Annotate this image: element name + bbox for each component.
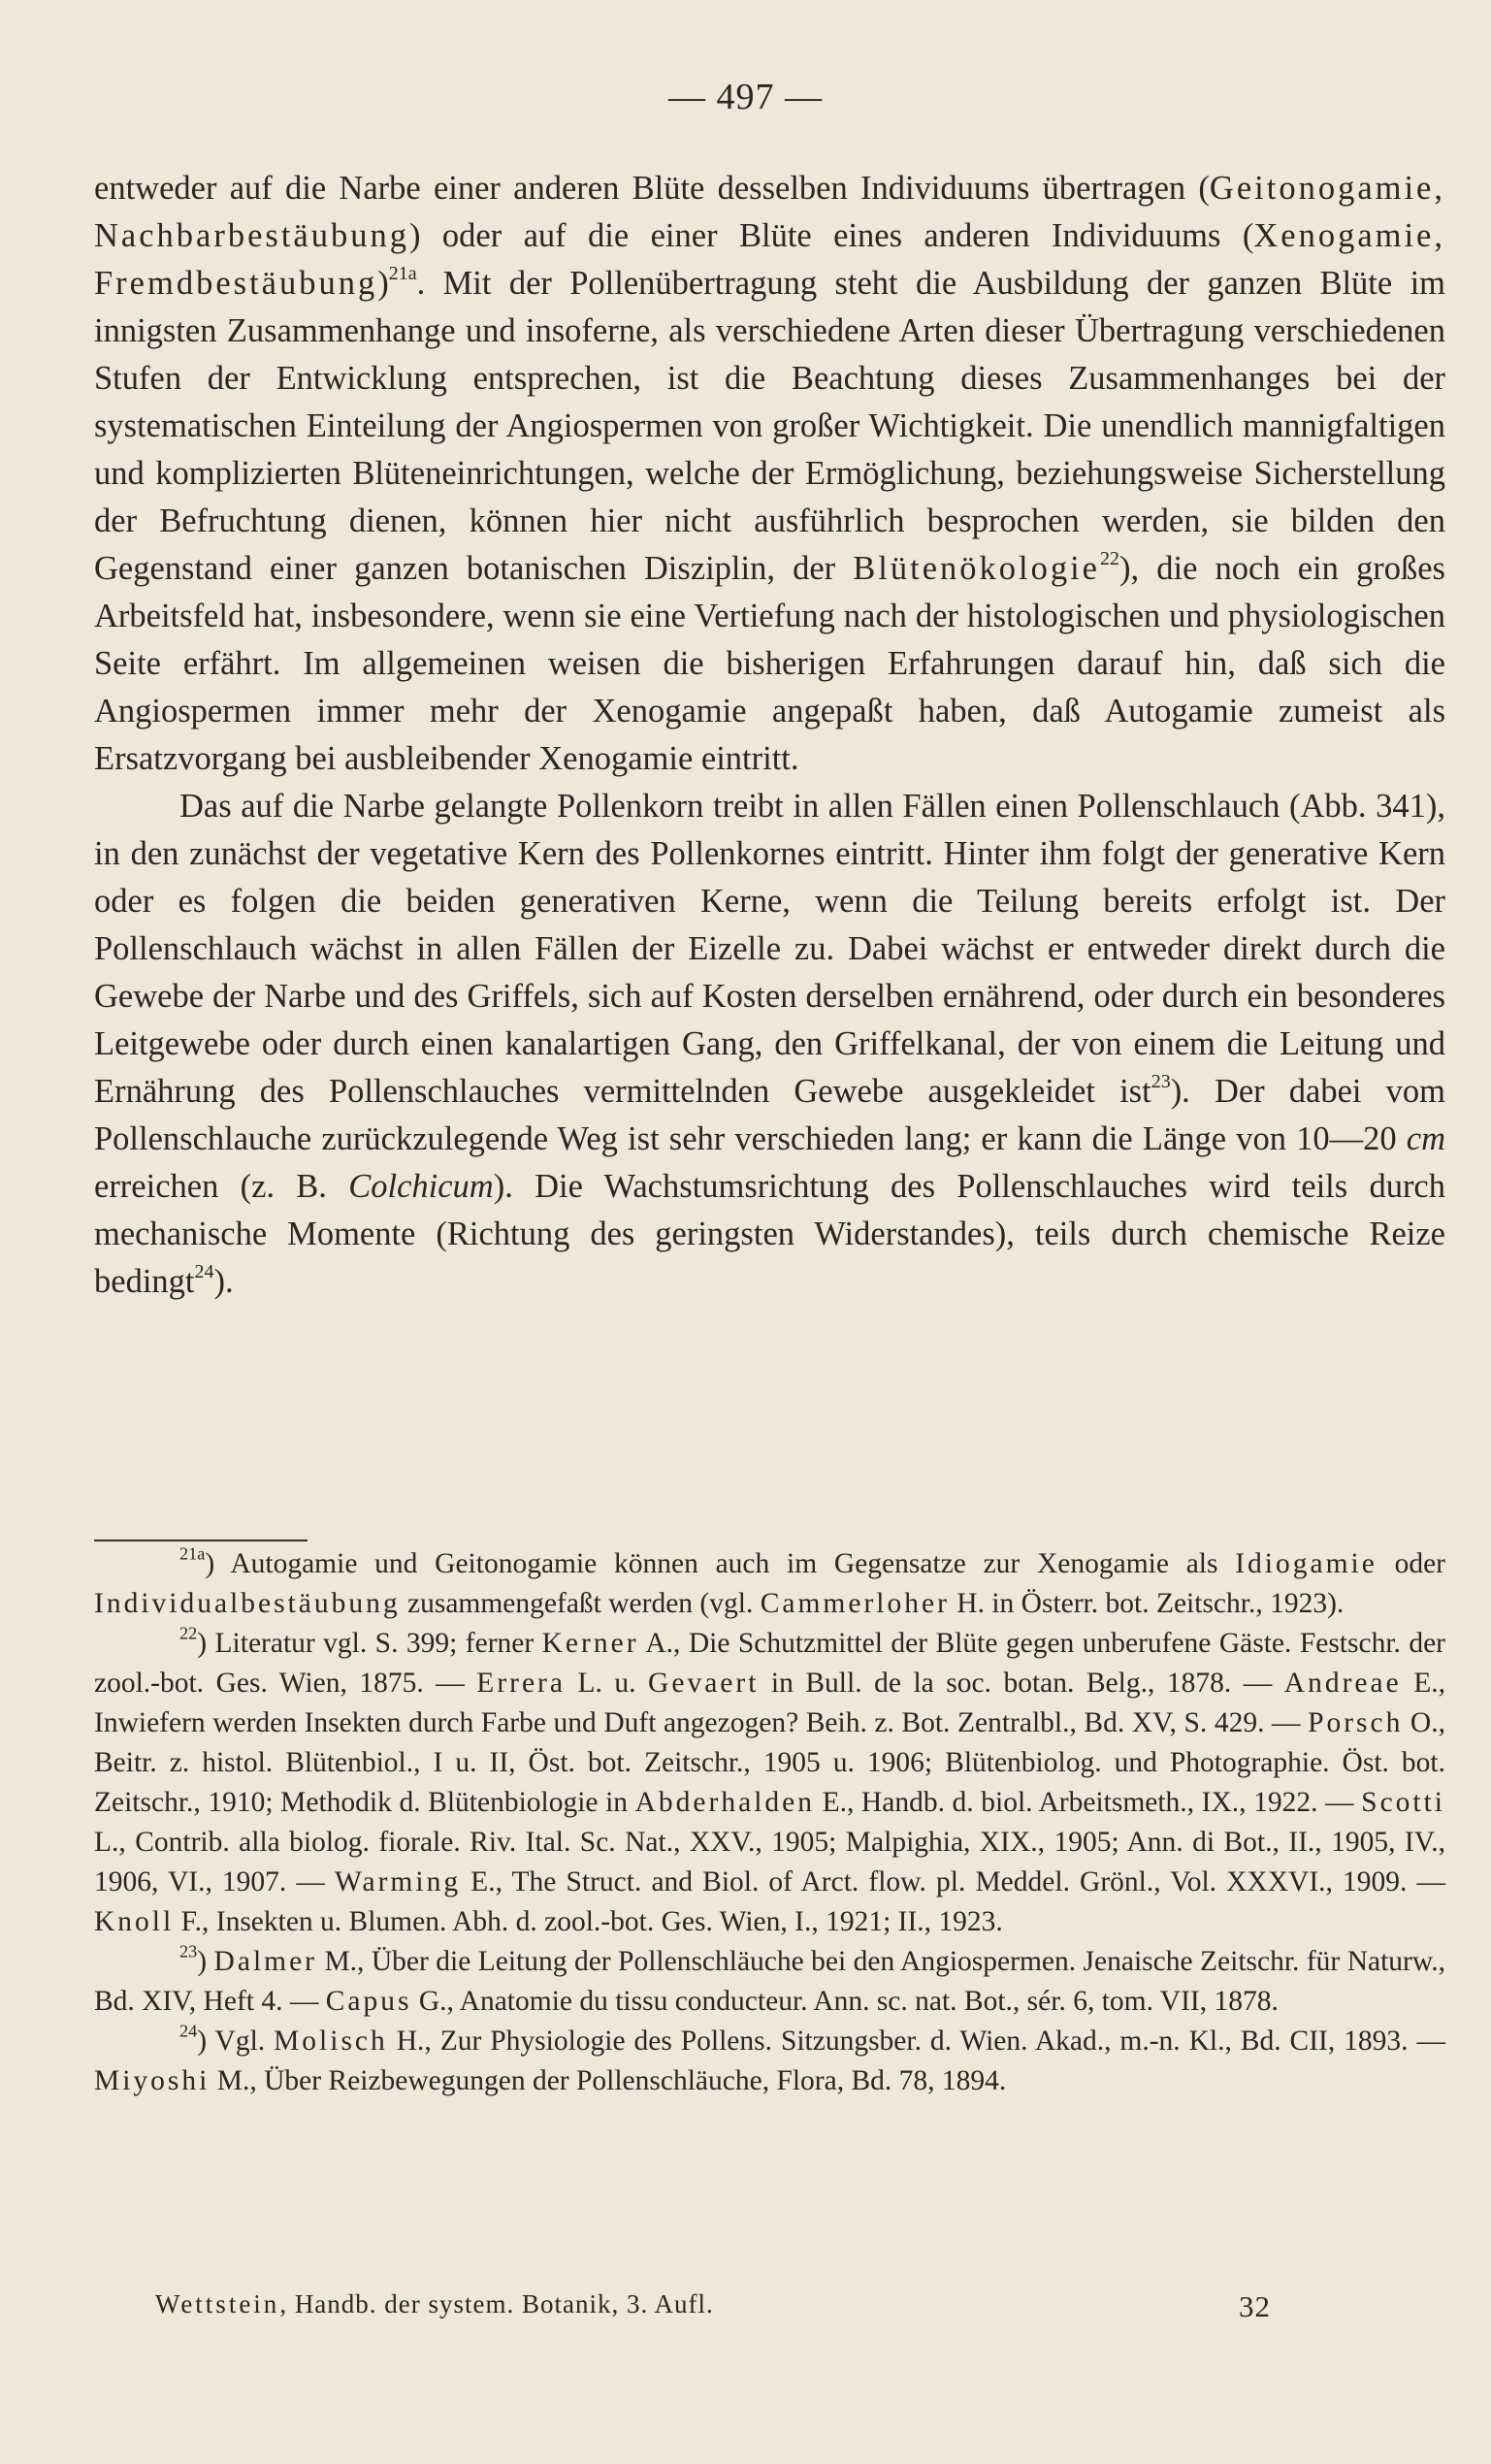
footnotes bbox=[94, 1544, 1445, 2101]
text-run: ). bbox=[213, 1263, 234, 1300]
text-run: L. u. bbox=[565, 1668, 649, 1699]
footnote-mark: 24 bbox=[179, 2021, 198, 2041]
text-run: H. in Österr. bot. Zeitschr., 1923). bbox=[949, 1588, 1345, 1619]
page-number: — 497 — bbox=[668, 77, 823, 117]
footnote-ref[interactable]: 21a bbox=[388, 263, 417, 284]
text-run: ) Vgl. bbox=[197, 2026, 275, 2057]
text-run: ), die noch ein großes Arbeitsfeld hat, insbesondere, wenn sie eine Vertiefung nach der histologischen und physiologischen Seite erfährt. Im allgemeinen weisen die bisherigen Erfahrungen darauf hin, daß sich die Angiospermen immer mehr der Xenogamie angepaßt haben, daß Autogamie zumeist als Ersatzvorgang bei ausbleibender Xenogamie eintritt. bbox=[94, 550, 1445, 777]
text-run: ). Der dabei vom Pollenschlauche zurückzulegende Weg ist sehr verschieden lang; er kann die Länge von 10—20 bbox=[94, 1073, 1445, 1157]
text-run: Das auf die Narbe gelangte Pollenkorn treibt in allen Fällen einen Pollenschlauch (Abb. 341), in den zunächst der vegetative Kern des Pollenkornes eintritt. Hinter ihm folgt der generative Kern oder es folgen die beiden generativen Kerne, wenn die Teilung bereits erfolgt ist. Der Pollenschlauch wächst in allen Fällen der Eizelle zu. Dabei wächst er entweder direkt durch die Gewebe der Narbe und des Griffels, sich auf Kosten derselben ernährend, oder durch ein besonderes Leitgewebe oder durch einen kanalartigen Gang, den Griffelkanal, der von einem die Leitung und Ernährung des Pollenschlauches vermittelnden Gewebe ausgekleidet ist bbox=[94, 788, 1445, 1110]
spaced-author: Capus bbox=[325, 1986, 412, 2017]
text-run: G., Anatomie du tissu conducteur. Ann. sc. nat. Bot., sér. 6, tom. VII, 1878. bbox=[411, 1986, 1279, 2017]
spaced-author: Dalmer bbox=[213, 1946, 318, 1977]
text-run: ) oder auf die einer Blüte eines anderen Individuums ( bbox=[408, 217, 1254, 254]
text-run: E., Inwiefern werden Insekten durch Farbe und Duft angezogen? Beih. z. Bot. Zentralbl., Bd. XV, S. 429. — bbox=[94, 1668, 1445, 1738]
sheet-signature: 32 bbox=[1239, 2289, 1271, 2323]
spaced-author: Gevaert bbox=[648, 1668, 760, 1699]
text-run: ) Autogamie und Geitonogamie können auch im Gegensatze zur Xenogamie als bbox=[205, 1548, 1236, 1579]
footer-citation bbox=[155, 2289, 714, 2324]
spaced-author: Scotti bbox=[1361, 1787, 1445, 1818]
text-run: . Mit der Pollenübertragung steht die Ausbildung der ganzen Blüte im innigsten Zusammenhange und insoferne, als verschiedene Arten dieser Übertragung verschiedenen Stufen der Entwicklung entsprechen, ist die Beachtung dieses Zusammenhanges bei der systematischen Einteilung der Angiospermen von großer Wichtigkeit. Die unendlich mannigfaltigen und komplizierten Blüteneinrichtungen, welche der Ermöglichung, beziehungsweise Sicherstellung der Befruchtung dienen, können hier nicht ausführlich besprochen werden, sie bilden den Gegenstand einer ganzen botanischen Disziplin, der bbox=[94, 265, 1445, 587]
text-run: M., Über Reizbewegungen der Pollenschläuche, Flora, Bd. 78, 1894. bbox=[210, 2065, 1007, 2096]
footnote-24 bbox=[94, 2022, 1445, 2101]
footnote-ref[interactable]: 24 bbox=[194, 1261, 214, 1282]
text-run: F., Insekten u. Blumen. Abh. d. zool.-bot. Ges. Wien, I., 1921; II., 1923. bbox=[174, 1906, 1003, 1937]
main-text bbox=[94, 165, 1445, 1306]
footnote-21a bbox=[94, 1544, 1445, 1624]
spaced-term: Blütenökologie bbox=[853, 550, 1100, 587]
text-run: ) Literatur vgl. S. 399; ferner bbox=[197, 1628, 542, 1659]
text-run: E., The Struct. and Biol. of Arct. flow. pl. Meddel. Grönl., Vol. XXXVI., 1909. — bbox=[461, 1866, 1445, 1897]
paragraph bbox=[94, 783, 1445, 1306]
spaced-author: Knoll bbox=[94, 1906, 175, 1937]
spaced-author: Abderhalden bbox=[634, 1787, 815, 1818]
spaced-term: Individualbestäubung bbox=[94, 1588, 401, 1619]
footnote-ref[interactable]: 23 bbox=[1151, 1071, 1171, 1092]
italic-genus: Colchicum bbox=[348, 1168, 494, 1205]
text-run: ) bbox=[197, 1946, 214, 1977]
footnote-22 bbox=[94, 1624, 1445, 1942]
spaced-author: Cammerloher bbox=[760, 1588, 950, 1619]
spaced-author: Warming bbox=[335, 1866, 462, 1897]
text-run: A., Die Schutzmittel der Blüte gegen unberufene Gäste. Festschr. der zool.-bot. Ges. Wien, 1875. — bbox=[94, 1628, 1445, 1699]
spaced-author: Molisch bbox=[274, 2026, 388, 2057]
page-footer bbox=[155, 2289, 1271, 2324]
text-run: entweder auf die Narbe einer anderen Blüte desselben Individuums übertragen ( bbox=[94, 170, 1210, 207]
paragraph bbox=[94, 165, 1445, 783]
text-run: O., Beitr. z. histol. Blütenbiol., I u. II, Öst. bot. Zeitschr., 1905 u. 1906; Blütenbiolog. und Photographie. Öst. bot. Zeitschr., 1910; Methodik d. Blütenbiologie in bbox=[94, 1707, 1445, 1818]
text-run: zusammengefaßt werden (vgl. bbox=[400, 1588, 761, 1619]
text-run: oder bbox=[1377, 1548, 1446, 1579]
italic-unit: cm bbox=[1406, 1120, 1445, 1157]
spaced-author: Errera bbox=[476, 1668, 566, 1699]
spaced-term: Idiogamie bbox=[1235, 1548, 1378, 1579]
text-run: ) bbox=[377, 265, 389, 302]
footnote-mark: 21a bbox=[179, 1543, 206, 1564]
footer-author: Wettstein bbox=[155, 2289, 280, 2318]
spaced-term: Geitonogamie, Nachbarbestäubung bbox=[94, 170, 1445, 254]
footer-title: , Handb. der system. Botanik, 3. Aufl. bbox=[279, 2289, 714, 2318]
text-run: erreichen (z. B. bbox=[94, 1168, 349, 1205]
footnote-mark: 23 bbox=[179, 1941, 198, 1961]
text-run: in Bull. de la soc. botan. Belg., 1878. — bbox=[759, 1668, 1284, 1699]
spaced-author: Miyoshi bbox=[94, 2065, 211, 2096]
spaced-author: Andreae bbox=[1283, 1668, 1402, 1699]
footnote-mark: 22 bbox=[179, 1623, 198, 1643]
text-run: L., Contrib. alla biolog. fiorale. Riv. Ital. Sc. Nat., XXV., 1905; Malpighia, XIX., 1905; Ann. di Bot., II., 1905, IV., 1906, VI., 1907. — bbox=[94, 1827, 1445, 1897]
text-run: M., Über die Leitung der Pollenschläuche bei den Angiospermen. Jenaische Zeitschr. für Naturw., Bd. XIV, Heft 4. — bbox=[94, 1946, 1445, 2017]
text-run: E., Handb. d. biol. Arbeitsmeth., IX., 1922. — bbox=[814, 1787, 1362, 1818]
text-run: H., Zur Physiologie des Pollens. Sitzungsber. d. Wien. Akad., m.-n. Kl., Bd. CII, 1893. — bbox=[387, 2026, 1445, 2057]
footnote-23 bbox=[94, 1942, 1445, 2022]
footnote-divider bbox=[94, 1540, 308, 1541]
spaced-term: Xenogamie, Fremdbestäubung bbox=[94, 217, 1445, 302]
spaced-author: Kerner bbox=[541, 1628, 639, 1659]
spaced-author: Porsch bbox=[1308, 1707, 1404, 1738]
footnote-ref[interactable]: 22 bbox=[1100, 548, 1119, 569]
text-run: ). Die Wachstumsrichtung des Pollenschlauches wird teils durch mechanische Momente (Richtung des geringsten Widerstandes), teils durch chemische Reize bedingt bbox=[94, 1168, 1445, 1300]
